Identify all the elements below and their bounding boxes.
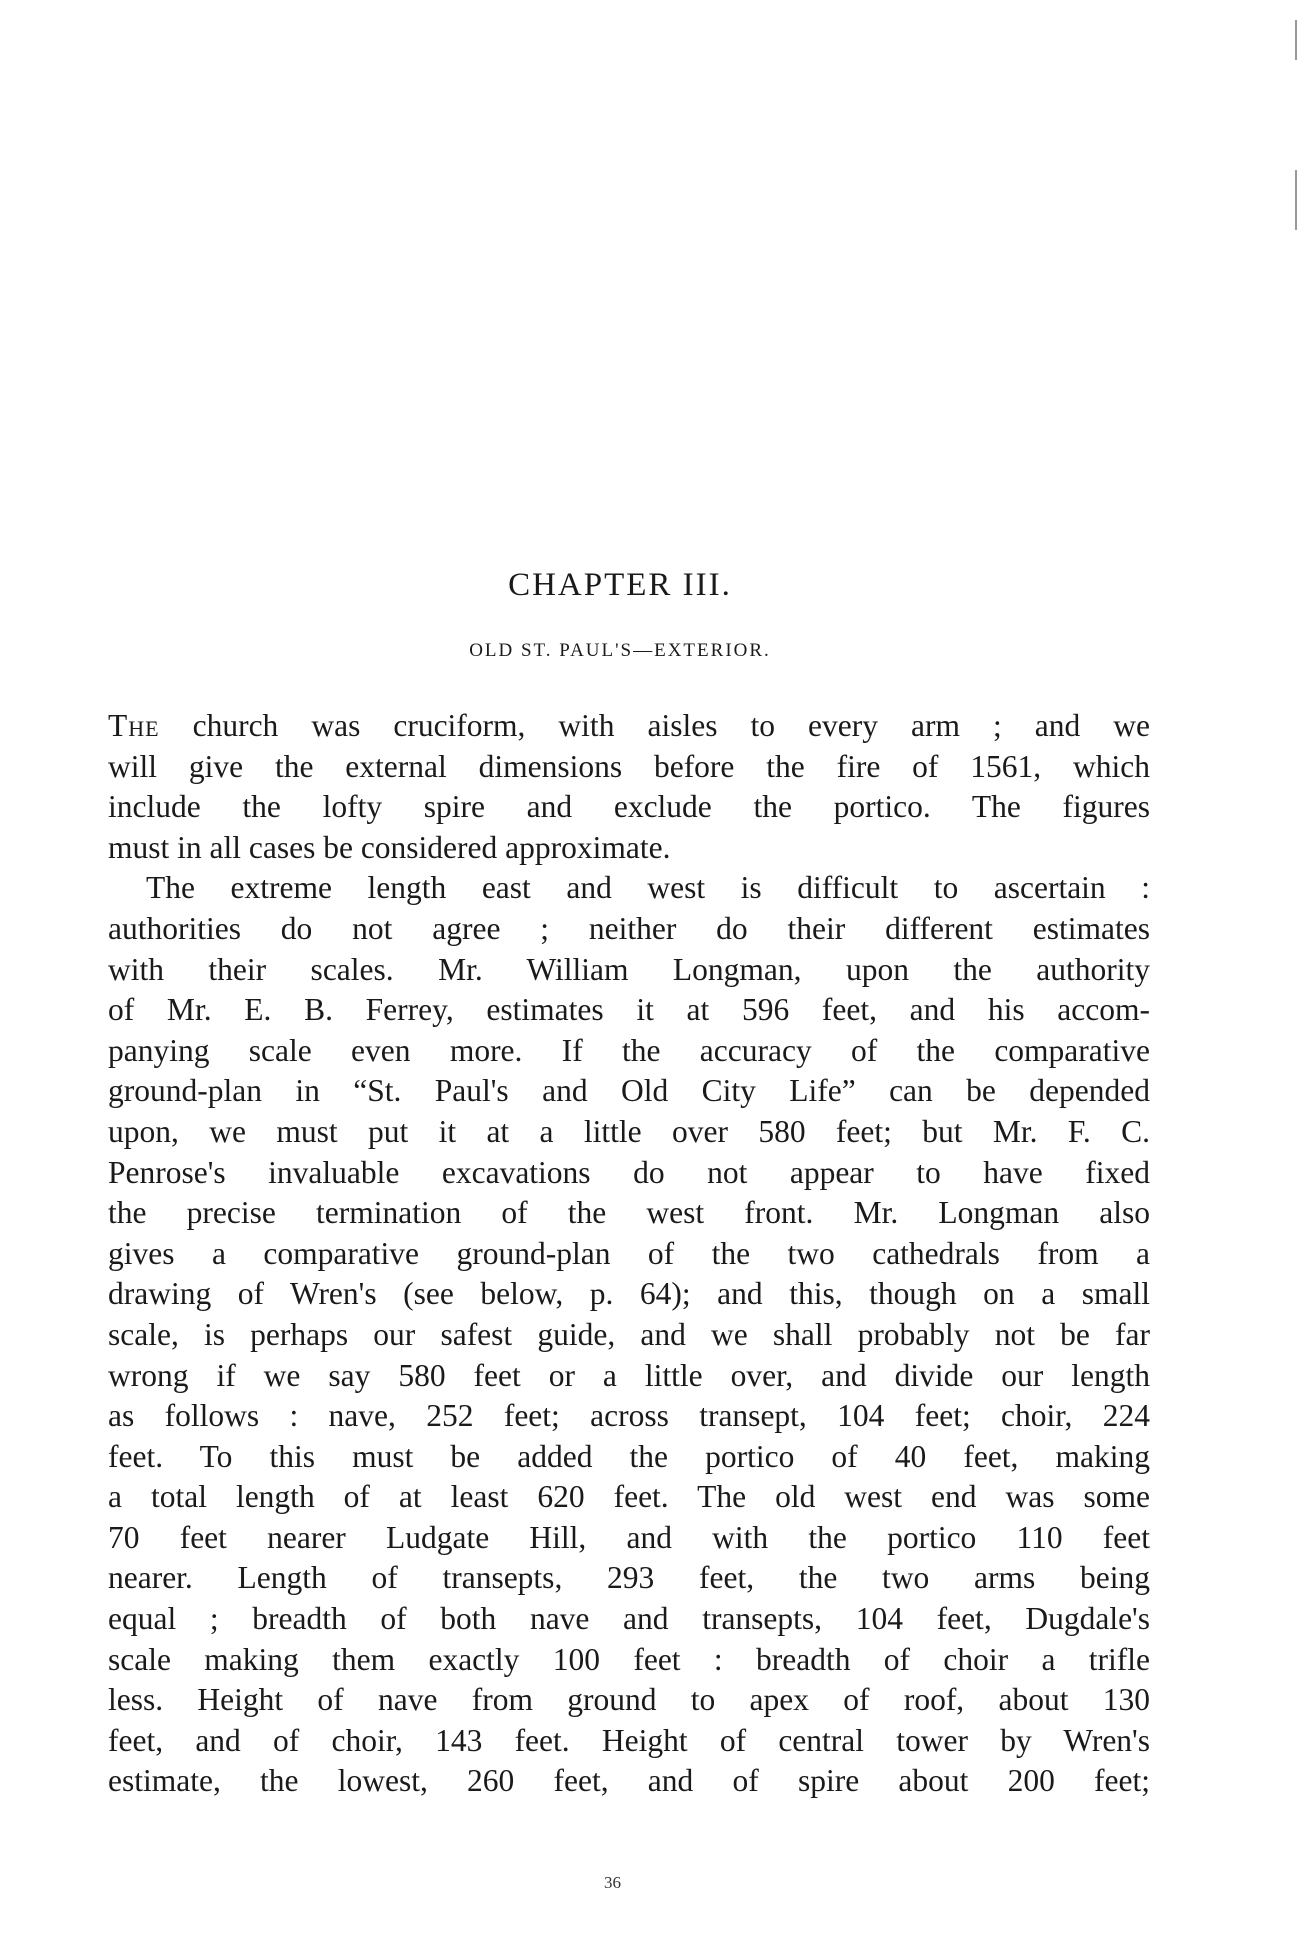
text-line: with their scales. Mr. William Longman, upon the authority	[108, 951, 1150, 987]
scan-edge-mark	[1295, 20, 1297, 60]
body-text	[108, 706, 1150, 1802]
text-line: must in all cases be considered approximate.	[108, 829, 671, 865]
text-line: will give the external dimensions before the fire of 1561, which	[108, 748, 1150, 784]
text-line: nearer. Length of transepts, 293 feet, the two arms being	[108, 1560, 1150, 1596]
text-line: scale making them exactly 100 feet : breadth of choir a trifle	[108, 1641, 1150, 1677]
drop-word: The	[108, 708, 160, 743]
text-line: equal ; breadth of both nave and transepts, 104 feet, Dugdale's	[108, 1601, 1150, 1637]
text-line: a total length of at least 620 feet. The old west end was some	[108, 1479, 1150, 1515]
text-line: upon, we must put it at a little over 580 feet; but Mr. F. C.	[108, 1113, 1150, 1149]
text-line: feet. To this must be added the portico of 40 feet, making	[108, 1438, 1150, 1474]
text-line: wrong if we say 580 feet or a little over, and divide our length	[108, 1357, 1150, 1393]
text-line: panying scale even more. If the accuracy of the comparative	[108, 1032, 1150, 1068]
chapter-subtitle: OLD ST. PAUL'S—EXTERIOR.	[469, 640, 771, 661]
page-number: 36	[604, 1873, 621, 1892]
text-line: less. Height of nave from ground to apex of roof, about 130	[108, 1682, 1150, 1718]
text-line: estimate, the lowest, 260 feet, and of spire about 200 feet;	[108, 1763, 1150, 1799]
text-line: feet, and of choir, 143 feet. Height of central tower by Wren's	[108, 1722, 1150, 1758]
text-line: 70 feet nearer Ludgate Hill, and with the portico 110 feet	[108, 1519, 1150, 1555]
text-line: The church was cruciform, with aisles to every arm ; and we	[108, 708, 1150, 743]
text-line: as follows : nave, 252 feet; across transept, 104 feet; choir, 224	[108, 1398, 1150, 1434]
text-line: gives a comparative ground-plan of the two cathedrals from a	[108, 1235, 1150, 1271]
text-line: The extreme length east and west is difficult to ascertain :	[146, 870, 1150, 906]
text-line: scale, is perhaps our safest guide, and we shall probably not be far	[108, 1316, 1150, 1352]
text-line: ground-plan in “St. Paul's and Old City Life” can be depended	[108, 1073, 1150, 1109]
scan-edge-mark	[1295, 170, 1297, 230]
chapter-title: CHAPTER III.	[508, 567, 732, 604]
text-line: of Mr. E. B. Ferrey, estimates it at 596 feet, and his accom-	[108, 992, 1150, 1028]
text-line: include the lofty spire and exclude the portico. The figures	[108, 789, 1150, 825]
text-line: the precise termination of the west front. Mr. Longman also	[108, 1195, 1150, 1231]
text-line: drawing of Wren's (see below, p. 64); and this, though on a small	[108, 1276, 1150, 1312]
text-line: authorities do not agree ; neither do their different estimates	[108, 910, 1150, 946]
text-line: Penrose's invaluable excavations do not appear to have fixed	[108, 1154, 1150, 1190]
